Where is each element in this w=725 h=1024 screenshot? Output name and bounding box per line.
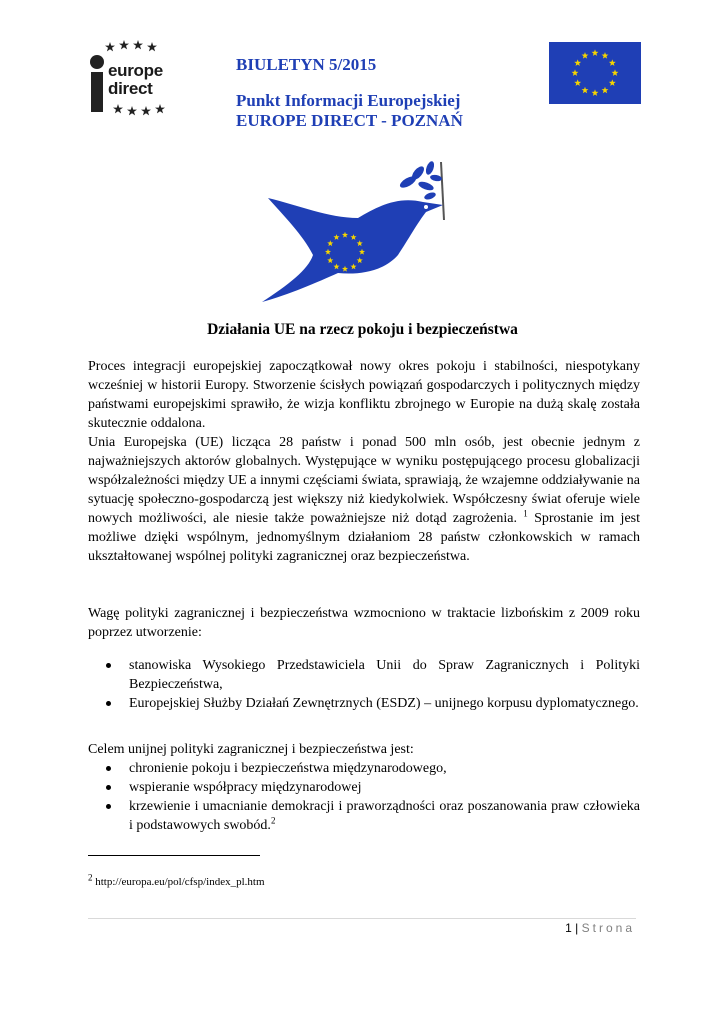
bullet-icon — [106, 663, 111, 668]
footer-divider — [88, 918, 636, 919]
page-footer — [565, 921, 635, 935]
list-item: Europejskiej Służby Działań Zewnętrznych (ESDZ) – unijnego korpusu dyplomatycznego. — [88, 694, 640, 713]
footnote-url[interactable]: http://europa.eu/pol/cfsp/index_pl.htm — [92, 876, 265, 888]
logo-stars-bottom-icon — [110, 102, 180, 118]
paragraph-3: Wagę polityki zagranicznej i bezpieczeństwa wzmocniono w traktacie lizbońskim z 2009 roku poprzez utworzenie: — [88, 606, 640, 640]
footer-page-word: Strona — [581, 921, 635, 935]
logo-stars-top-icon — [102, 40, 182, 60]
bullet-icon — [106, 804, 111, 809]
bullet-icon — [106, 785, 111, 790]
footnote-number: 2 — [88, 872, 93, 883]
bullet-list-1 — [88, 656, 640, 713]
paragraph-4: Celem unijnej polityki zagranicznej i bezpieczeństwa jest: — [88, 742, 414, 757]
bullet-icon — [106, 766, 111, 771]
europe-direct-logo — [88, 40, 183, 120]
org-name-line1: Punkt Informacji Europejskiej — [236, 91, 461, 110]
list-item: chronienie pokoju i bezpieczeństwa międzynarodowego, — [88, 759, 640, 778]
org-name-line2: EUROPE DIRECT - POZNAŃ — [236, 111, 463, 130]
footer-separator: | — [571, 921, 582, 935]
footnote-ref-2: 2 — [270, 815, 276, 826]
paragraph-2-part-a: Unia Europejska (UE) licząca 28 państw i ponad 500 mln osób, jest obecnie jednym z najważniejszych aktorów globalnych. Występujące w wyniku postępującego procesu globalizacji współzależności między UE a innymi częściami świata, sprawiają, że wzajemne oddziaływanie na sytuację społeczno-gospodarczą jest większy niż kiedykolwiek. Współczesny świat oferuje wiele nowych możliwości, ale niesie także poważniejsze niż dotąd zagrożenia. — [88, 435, 640, 526]
logo-i-icon — [88, 54, 106, 114]
footnote-ref-1: 1 — [523, 508, 528, 519]
logo-word-europe: europe — [108, 61, 163, 80]
paragraph-2-part-b: Sprostanie im jest możliwe dzięki wspólnym, jednomyślnym działaniom 28 państw członkowskich w ramach ukształtowanej wspólnej polityki zagranicznej oraz bezpieczeństwa. — [88, 511, 640, 564]
bullet-list-2 — [88, 759, 640, 835]
eu-flag-icon — [549, 42, 641, 104]
paragraph-1: Proces integracji europejskiej zapoczątkował nowy okres pokoju i stabilności, niespotykany wcześniej w historii Europy. Stworzenie ścisłych powiązań gospodarczych i politycznych między państwami europejskimi sprawiło, że wizja konfliktu zbrojnego w Europie na dużą skalę została skutecznie oddalona. — [88, 359, 640, 431]
logo-word-direct: direct — [108, 79, 153, 98]
list-item: krzewienie i umacnianie demokracji i praworządności oraz poszanowania praw człowieka i podstawowych swobód.$^2$ — [88, 797, 640, 835]
footnote-divider — [88, 855, 260, 856]
peace-dove-icon — [258, 160, 458, 308]
page-number: 1 — [565, 921, 572, 935]
bulletin-number: BIULETYN 5/2015 — [236, 55, 377, 74]
footnote — [88, 872, 265, 888]
bullet-icon — [106, 701, 111, 706]
paragraph-2 — [88, 433, 640, 566]
document-title: Działania UE na rzecz pokoju i bezpieczeństwa — [207, 321, 518, 338]
intro-paragraphs — [88, 357, 640, 566]
list-item: stanowiska Wysokiego Przedstawiciela Unii do Spraw Zagranicznych i Polityki Bezpieczeństwa, — [88, 656, 640, 694]
list-item: wspieranie współpracy międzynarodowej — [88, 778, 640, 797]
